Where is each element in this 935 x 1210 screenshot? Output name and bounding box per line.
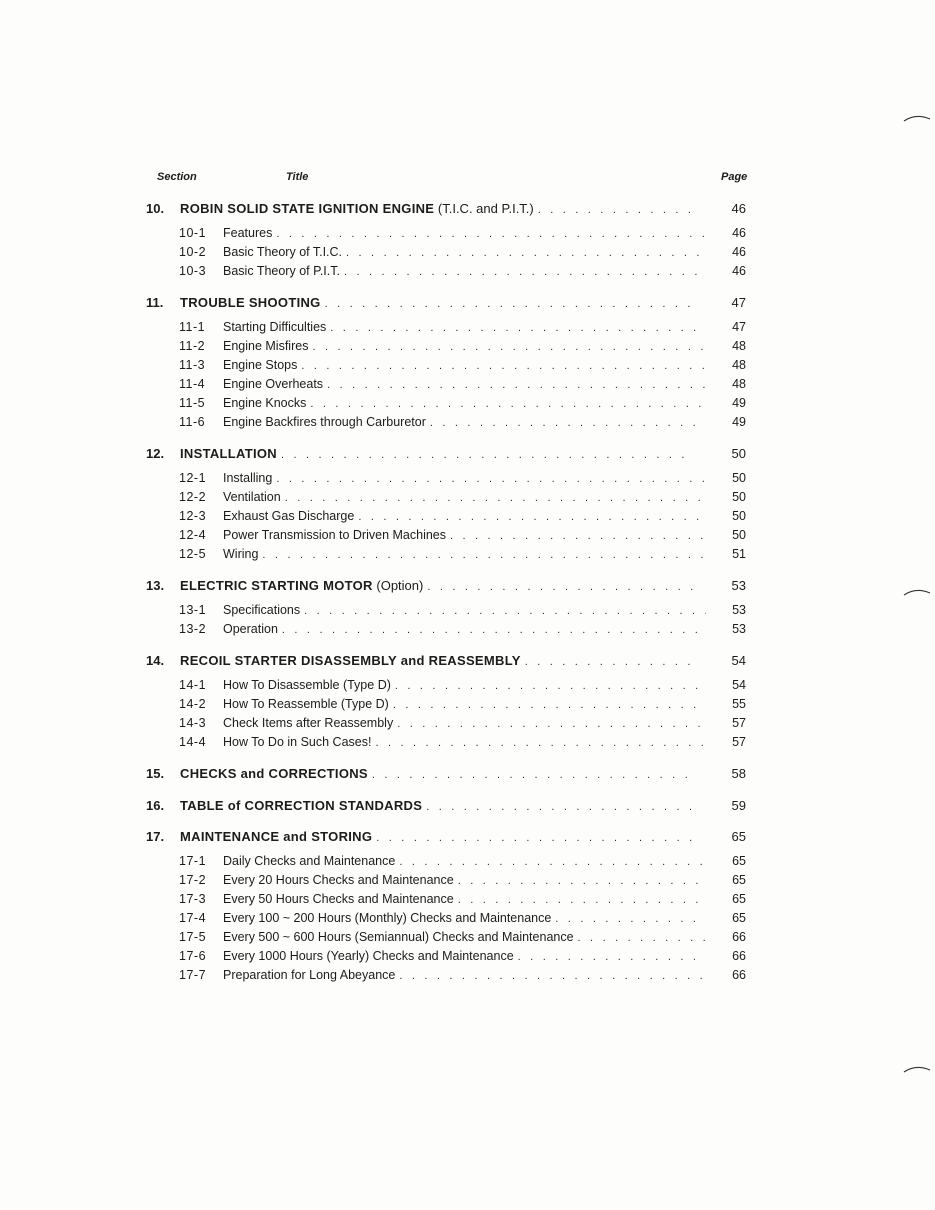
subsection-page-number: 48 [732,358,746,372]
section-title-suffix: (Option) [376,578,424,593]
dot-leader [282,624,706,636]
section-title: INSTALLATION [180,446,277,461]
subsection-title-line [223,930,706,944]
section-title: ELECTRIC STARTING MOTOR [180,578,373,593]
subsection-title: Basic Theory of T.I.C. [223,245,343,259]
subsection-title: Engine Overheats [223,377,324,391]
subsection-number: 17-7 [179,968,207,982]
toc-subsection-row [179,509,746,528]
section-title-line [180,766,694,781]
subsection-page-number: 55 [732,697,746,711]
subsection-page-number: 53 [732,603,746,617]
subsection-page-number: 49 [732,415,746,429]
subsection-title: Features [223,226,273,240]
subsection-page-number: 48 [732,377,746,391]
toc-subsection-row [179,949,746,968]
subsection-title-line [223,968,706,982]
subsection-title-line [223,547,706,561]
section-page-number: 53 [731,578,746,593]
subsection-title: Every 20 Hours Checks and Maintenance [223,873,454,887]
subsection-title: Engine Stops [223,358,298,372]
section-number: 10. [146,201,165,216]
section-title-line [180,798,694,813]
dot-leader [304,605,706,617]
subsection-number: 14-3 [179,716,207,730]
subsection-page-number: 65 [732,854,746,868]
section-title-line [180,578,694,593]
subsection-title-line [223,471,706,485]
section-page-number: 59 [731,797,746,813]
section-number: 14. [146,653,165,668]
dot-leader [426,801,694,813]
subsection-page-number: 57 [732,735,746,749]
dot-leader [397,718,706,730]
section-number: 16. [146,797,165,813]
section-title-line [180,446,694,461]
column-header-section: Section [157,171,197,183]
subsection-title: Starting Difficulties [223,320,327,334]
subsection-page-number: 46 [732,226,746,240]
section-number: 17. [146,829,165,844]
section-page-number: 47 [731,295,746,310]
toc-section-row [146,578,746,598]
subsection-number: 11-3 [179,358,206,372]
toc-subsection-row [179,490,746,509]
subsection-number: 17-2 [179,873,207,887]
dot-leader [450,530,706,542]
subsection-number: 11-2 [179,339,206,353]
section-page-number: 65 [731,829,746,844]
subsection-title-line [223,892,706,906]
subsection-page-number: 66 [732,968,746,982]
subsection-page-number: 65 [732,911,746,925]
binder-hole-mark [902,111,932,123]
toc-subsection-row [179,854,746,873]
subsection-page-number: 65 [732,892,746,906]
dot-leader [276,473,706,485]
subsection-page-number: 50 [732,490,746,504]
toc-subsection-row [179,471,746,490]
dot-leader [578,932,706,944]
section-page-number: 54 [731,653,746,668]
section-title-text [180,578,427,593]
dot-leader [276,228,706,240]
section-title: MAINTENANCE and STORING [180,829,373,844]
subsection-title: Specifications [223,603,301,617]
subsection-title-line [223,854,706,868]
subsection-title: Engine Knocks [223,396,307,410]
subsection-page-number: 65 [732,873,746,887]
subsection-number: 12-1 [179,471,207,485]
toc-subsection-row [179,622,746,641]
dot-leader [393,699,706,711]
section-title: ROBIN SOLID STATE IGNITION ENGINE [180,201,435,216]
subsection-number: 10-3 [179,264,207,278]
dot-leader [525,656,694,668]
subsection-title-line [223,911,706,925]
dot-leader [458,875,706,887]
toc-subsection-row [179,358,746,377]
toc-subsection-row [179,396,746,415]
dot-leader [399,856,706,868]
dot-leader [375,737,706,749]
subsection-number: 11-1 [179,320,206,334]
subsection-title: Every 1000 Hours (Yearly) Checks and Maintenance [223,949,514,963]
subsection-title-line [223,490,706,504]
section-number: 15. [146,766,165,781]
toc-subsection-row [179,716,746,735]
subsection-number: 12-2 [179,490,207,504]
toc-section-row [146,295,746,315]
subsection-title: How To Do in Such Cases! [223,735,372,749]
subsection-number: 13-1 [179,603,207,617]
subsection-title-line [223,509,706,523]
subsection-title-line [223,735,706,749]
toc-subsection-row [179,377,746,396]
section-title-text [180,766,372,781]
subsection-title-line [223,716,706,730]
section-title-text [180,295,325,310]
dot-leader [358,511,706,523]
subsection-title: Engine Backfires through Carburetor [223,415,426,429]
subsection-number: 17-5 [179,930,207,944]
subsection-title-line [223,358,706,372]
subsection-title: Every 100 ~ 200 Hours (Monthly) Checks and Maintenance [223,911,552,925]
dot-leader [399,970,706,982]
subsection-title-line [223,226,706,240]
subsection-title: Installing [223,471,273,485]
section-number: 12. [146,446,165,461]
subsection-title: How To Disassemble (Type D) [223,678,391,692]
subsection-number: 12-5 [179,547,207,561]
subsection-page-number: 50 [732,509,746,523]
subsection-number: 17-3 [179,892,207,906]
section-title: CHECKS and CORRECTIONS [180,766,368,781]
subsection-title-line [223,415,706,429]
subsection-number: 14-1 [179,678,207,692]
dot-leader [346,247,706,259]
subsection-page-number: 46 [732,245,746,259]
subsection-number: 17-4 [179,911,207,925]
subsection-title: Basic Theory of P.I.T. [223,264,340,278]
subsection-title-line [223,264,706,278]
subsection-title: Exhaust Gas Discharge [223,509,355,523]
dot-leader [330,322,706,334]
dot-leader [518,951,706,963]
toc-subsection-row [179,892,746,911]
section-title: TROUBLE SHOOTING [180,295,321,310]
column-header-page: Page [721,171,748,183]
section-title-line [180,653,694,668]
dot-leader [301,360,706,372]
dot-leader [325,298,694,310]
dot-leader [427,581,694,593]
toc-section-row [146,446,746,466]
subsection-page-number: 53 [732,622,746,636]
subsection-title-line [223,622,706,636]
subsection-page-number: 47 [732,320,746,334]
subsection-title-line [223,245,706,259]
subsection-number: 11-6 [179,415,206,429]
toc-section-row [146,653,746,673]
toc-subsection-row [179,968,746,987]
subsection-title-line [223,678,706,692]
toc-subsection-row [179,873,746,892]
subsection-title-line [223,873,706,887]
section-title-text [180,653,525,668]
subsection-number: 13-2 [179,622,207,636]
dot-leader [344,266,706,278]
subsection-title: Every 500 ~ 600 Hours (Semiannual) Checks and Maintenance [223,930,574,944]
binder-hole-mark [902,585,932,597]
section-title-text [180,201,538,216]
subsection-title: Daily Checks and Maintenance [223,854,396,868]
subsection-title: Wiring [223,547,259,561]
subsection-number: 12-3 [179,509,207,523]
toc-section-row [146,766,746,786]
dot-leader [310,398,706,410]
subsection-page-number: 66 [732,949,746,963]
dot-leader [395,680,706,692]
toc-subsection-row [179,603,746,622]
section-title: RECOIL STARTER DISASSEMBLY and REASSEMBLY [180,653,521,668]
toc-subsection-row [179,735,746,754]
subsection-page-number: 48 [732,339,746,353]
toc-section-row [146,798,746,818]
dot-leader [262,549,706,561]
section-number: 11. [146,295,164,310]
subsection-page-number: 51 [732,547,746,561]
subsection-title-line [223,603,706,617]
subsection-number: 12-4 [179,528,207,542]
subsection-number: 10-1 [179,226,207,240]
subsection-title-line [223,339,706,353]
subsection-title-line [223,396,706,410]
toc-subsection-row [179,320,746,339]
subsection-title-line [223,949,706,963]
subsection-title: Preparation for Long Abeyance [223,968,396,982]
section-title-text [180,798,426,813]
toc-subsection-row [179,547,746,566]
dot-leader [430,417,706,429]
section-title: TABLE of CORRECTION STANDARDS [180,797,423,813]
subsection-number: 14-2 [179,697,207,711]
subsection-page-number: 54 [732,678,746,692]
binder-hole-mark [902,1062,932,1074]
section-page-number: 58 [731,766,746,781]
dot-leader [538,204,694,216]
section-title-text [180,829,376,844]
subsection-number: 11-5 [179,396,206,410]
toc-subsection-row [179,930,746,949]
subsection-title: Engine Misfires [223,339,309,353]
subsection-page-number: 57 [732,716,746,730]
toc-subsection-row [179,415,746,434]
toc-subsection-row [179,911,746,930]
subsection-title: How To Reassemble (Type D) [223,697,389,711]
subsection-title-line [223,697,706,711]
subsection-title: Power Transmission to Driven Machines [223,528,446,542]
dot-leader [281,449,694,461]
section-number: 13. [146,578,165,593]
dot-leader [555,913,706,925]
subsection-number: 14-4 [179,735,207,749]
subsection-title: Operation [223,622,278,636]
subsection-number: 17-6 [179,949,207,963]
toc-section-row [146,829,746,849]
subsection-title-line [223,320,706,334]
subsection-number: 10-2 [179,245,207,259]
subsection-title: Check Items after Reassembly [223,716,394,730]
dot-leader [458,894,706,906]
dot-leader [376,832,694,844]
toc-section-row [146,201,746,221]
section-title-line [180,201,694,216]
section-page-number: 50 [731,446,746,461]
toc-subsection-row [179,245,746,264]
subsection-title-line [223,377,706,391]
subsection-number: 11-4 [179,377,206,391]
section-title-line [180,295,694,310]
subsection-title: Every 50 Hours Checks and Maintenance [223,892,454,906]
toc-subsection-row [179,339,746,358]
toc-subsection-row [179,528,746,547]
section-page-number: 46 [731,201,746,216]
toc-subsection-row [179,264,746,283]
subsection-page-number: 46 [732,264,746,278]
dot-leader [312,341,706,353]
subsection-page-number: 66 [732,930,746,944]
section-title-line [180,829,694,844]
subsection-title-line [223,528,706,542]
subsection-title: Ventilation [223,490,281,504]
subsection-number: 17-1 [179,854,207,868]
section-title-suffix: (T.I.C. and P.I.T.) [437,201,534,216]
subsection-page-number: 50 [732,471,746,485]
dot-leader [372,769,694,781]
dot-leader [327,379,706,391]
dot-leader [285,492,706,504]
subsection-page-number: 50 [732,528,746,542]
subsection-page-number: 49 [732,396,746,410]
section-title-text [180,446,281,461]
column-header-title: Title [286,171,309,183]
toc-subsection-row [179,678,746,697]
toc-subsection-row [179,226,746,245]
toc-subsection-row [179,697,746,716]
